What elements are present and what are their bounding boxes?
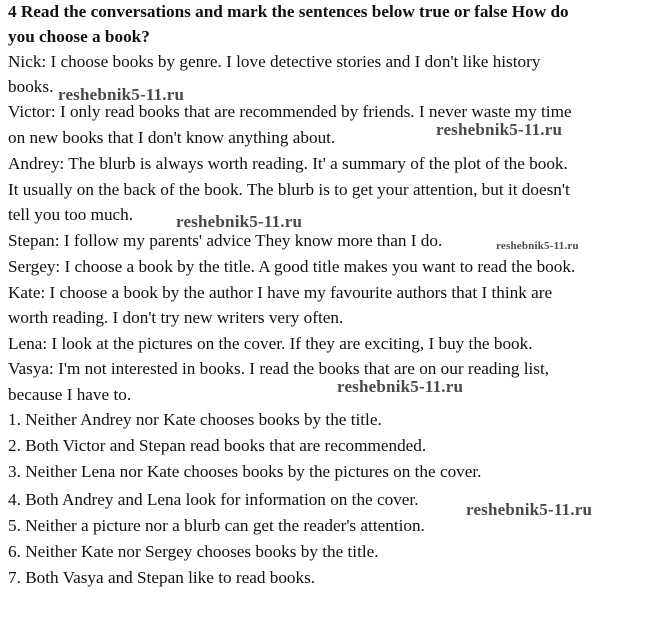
statement-item: 6. Neither Kate nor Sergey chooses books by the title. [8,542,379,561]
conversation-line: Nick: I choose books by genre. I love detective stories and I don't like history [8,52,541,71]
conversation-line: because I have to. [8,385,132,404]
conversation-line: Sergey: I choose a book by the title. A good title makes you want to read the book. [8,257,576,276]
conversation-line: Andrey: The blurb is always worth reading. It' a summary of the plot of the book. [8,154,568,173]
conversation-line: Victor: I only read books that are recommended by friends. I never waste my time [8,102,572,121]
conversation-line: Kate: I choose a book by the author I have my favourite authors that I think are [8,283,553,302]
statement-item: 1. Neither Andrey nor Kate chooses books by the title. [8,410,382,429]
statement-item: 3. Neither Lena nor Kate chooses books by the pictures on the cover. [8,462,482,481]
watermark: reshebnik5-11.ru [436,120,563,139]
statement-item: 5. Neither a picture nor a blurb can get the reader's attention. [8,516,425,535]
exercise-heading-line-2: you choose a book? [8,27,150,46]
conversation-line: books. [8,77,54,96]
watermark: reshebnik5-11.ru [496,240,579,252]
watermark: reshebnik5-11.ru [337,377,464,396]
conversation-line: Lena: I look at the pictures on the cover. If they are exciting, I buy the book. [8,334,533,353]
conversation-line: tell you too much. [8,205,134,224]
watermark: reshebnik5-11.ru [58,85,185,104]
watermark: reshebnik5-11.ru [176,212,303,231]
conversation-line: worth reading. I don't try new writers very often. [8,308,344,327]
conversation-line: It usually on the back of the book. The blurb is to get your attention, but it doesn't [8,180,570,199]
statement-item: 4. Both Andrey and Lena look for information on the cover. [8,490,419,509]
conversation-line: Vasya: I'm not interested in books. I read the books that are on our reading list, [8,359,550,378]
exercise-heading-line-1: 4 Read the conversations and mark the sentences below true or false How do [8,2,569,21]
statement-item: 7. Both Vasya and Stepan like to read books. [8,568,316,587]
conversation-line: Stepan: I follow my parents' advice They know more than I do. [8,231,443,250]
watermark: reshebnik5-11.ru [466,500,593,519]
statement-item: 2. Both Victor and Stepan read books that are recommended. [8,436,427,455]
conversation-line: on new books that I don't know anything about. [8,128,336,147]
